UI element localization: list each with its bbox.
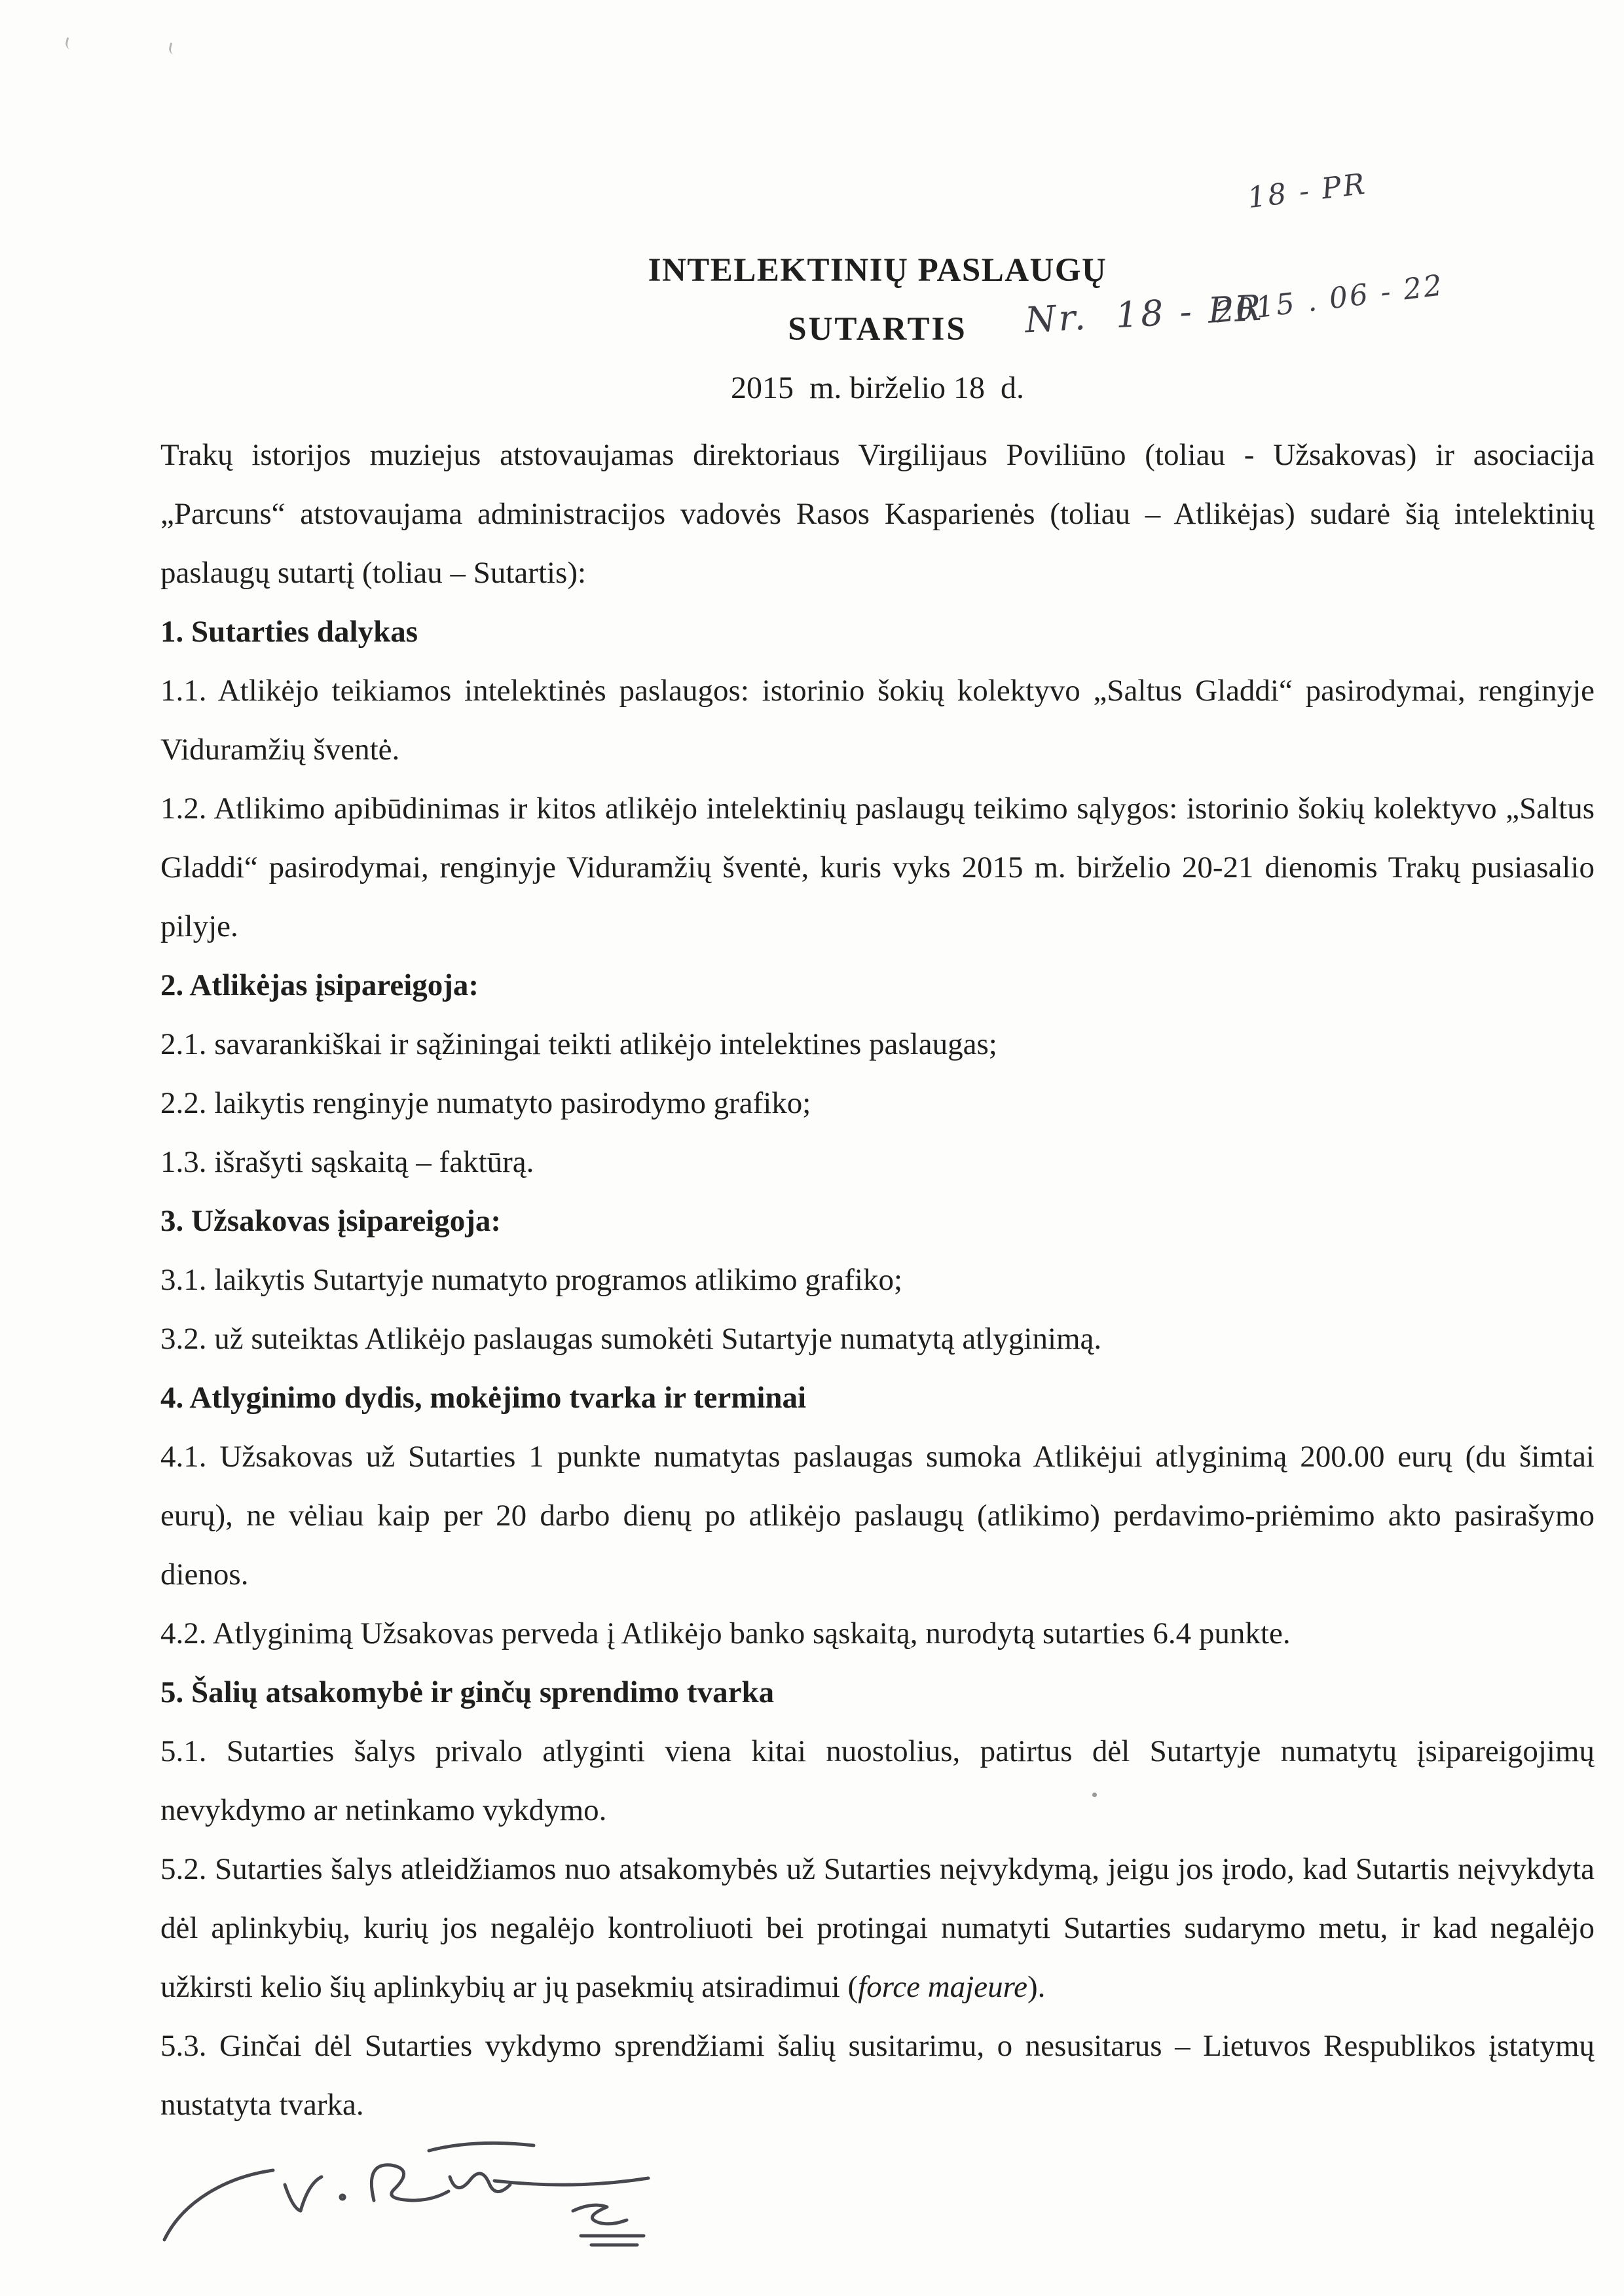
section-2-heading: 2. Atlikėjas įsipareigoja: [160,968,479,1002]
clause-1-2: 1.2. Atlikimo apibūdinimas ir kitos atlikėjo intelektinių paslaugų teikimo sąlygos: istorinio šokių kolektyvo „Saltus Gladdi“ pasirodymai, renginyje Viduramžių šventė, kuris vyks 2015 m. birželio 20-21 dienomis Trakų pusiasalio pilyje. [160,792,1595,943]
clause-1-3: 1.3. išrašyti sąskaitą – faktūrą. [160,1145,534,1179]
handwritten-contract-number: Nr. 18 - PR [1024,287,1265,341]
filing-note-line2: 2015 . 06 - 22 [1213,268,1446,330]
scan-speck [64,37,73,50]
signature-stroke [573,2205,627,2224]
scan-speck [168,43,177,55]
handwritten-signature [154,2111,678,2262]
section-1-heading: 1. Sutarties dalykas [160,615,418,649]
signature-stroke [341,2195,344,2199]
clause-3-2: 3.2. už suteiktas Atlikėjo paslaugas sumokėti Sutartyje numatytą atlyginimą. [160,1322,1102,1356]
document-date: 2015 m. birželio 18 d. [731,371,1024,405]
clause-5-3: 5.3. Ginčai dėl Sutarties vykdymo sprendžiami šalių susitarimu, o nesusitarus – Lietuvos Respublikos įstatymų nustatyta tvarka. [160,2029,1595,2122]
clause-2-1: 2.1. savarankiškai ir sąžiningai teikti atlikėjo intelektines paslaugas; [160,1027,997,1061]
clause-4-2: 4.2. Atlyginimą Užsakovas perveda į Atlikėjo banko sąskaitą, nurodytą sutarties 6.4 punkte. [160,1616,1291,1650]
section-5-heading: 5. Šalių atsakomybė ir ginčų sprendimo tvarka [160,1675,775,1709]
signature-stroke [371,2165,449,2200]
signature-stroke [285,2177,322,2211]
clause-5-2 [160,1840,1595,2016]
signature-stroke [429,2143,534,2151]
signature-stroke [494,2178,648,2185]
clause-5-2-text-end: ). [1027,1970,1046,2004]
filing-note-line1: 18 - PR [1246,167,1369,215]
document-title-line1: INTELEKTINIŲ PASLAUGŲ [648,252,1107,289]
section-3-heading: 3. Užsakovas įsipareigoja: [160,1204,502,1238]
signature-stroke [164,2170,273,2240]
clause-3-1: 3.1. laikytis Sutartyje numatyto programos atlikimo grafiko; [160,1263,903,1297]
clause-5-2-latin-term: force majeure [858,1970,1028,2004]
document-title-line2: SUTARTIS [788,311,967,348]
clause-4-1: 4.1. Užsakovas už Sutarties 1 punkte numatytas paslaugas sumoka Atlikėjui atlyginimą 200.00 eurų (du šimtai eurų), ne vėliau kaip per 20 darbo dienų po atlikėjo paslaugų (atlikimo) perdavimo-priėmimo akto pasirašymo dienos. [160,1440,1595,1592]
clause-1-1: 1.1. Atlikėjo teikiamos intelektinės paslaugos: istorinio šokių kolektyvo „Saltus Gladdi“ pasirodymai, renginyje Viduramžių šventė. [160,674,1595,767]
intro-paragraph: Trakų istorijos muziejus atstovaujamas direktoriaus Virgilijaus Poviliūno (toliau - Užsakovas) ir asociacija „Parcuns“ atstovaujama administracijos vadovės Rasos Kasparienės (toliau – Atlikėjas) sudarė šią intelektinių paslaugų sutartį (toliau – Sutartis): [160,438,1595,590]
title-block [160,241,1595,418]
clause-5-2-text: 5.2. Sutarties šalys atleidžiamos nuo atsakomybės už Sutarties neįvykdymą, jeigu jos įrodo, kad Sutartis neįvykdyta dėl aplinkybių, kurių jos negalėjo kontroliuoti bei protingai numatyti Sutarties sudarymo metu, ir kad negalėjo užkirsti kelio šių aplinkybių ar jų pasekmių atsiradimui ( [160,1852,1595,2004]
clause-5-1: 5.1. Sutarties šalys privalo atlyginti viena kitai nuostolius, patirtus dėl Sutartyje numatytų įsipareigojimų nevykdymo ar netinkamo vykdymo. [160,1734,1595,1827]
contract-body [160,426,1595,2134]
section-4-heading: 4. Atlyginimo dydis, mokėjimo tvarka ir terminai [160,1381,807,1415]
clause-2-2: 2.2. laikytis renginyje numatyto pasirodymo grafiko; [160,1086,811,1120]
